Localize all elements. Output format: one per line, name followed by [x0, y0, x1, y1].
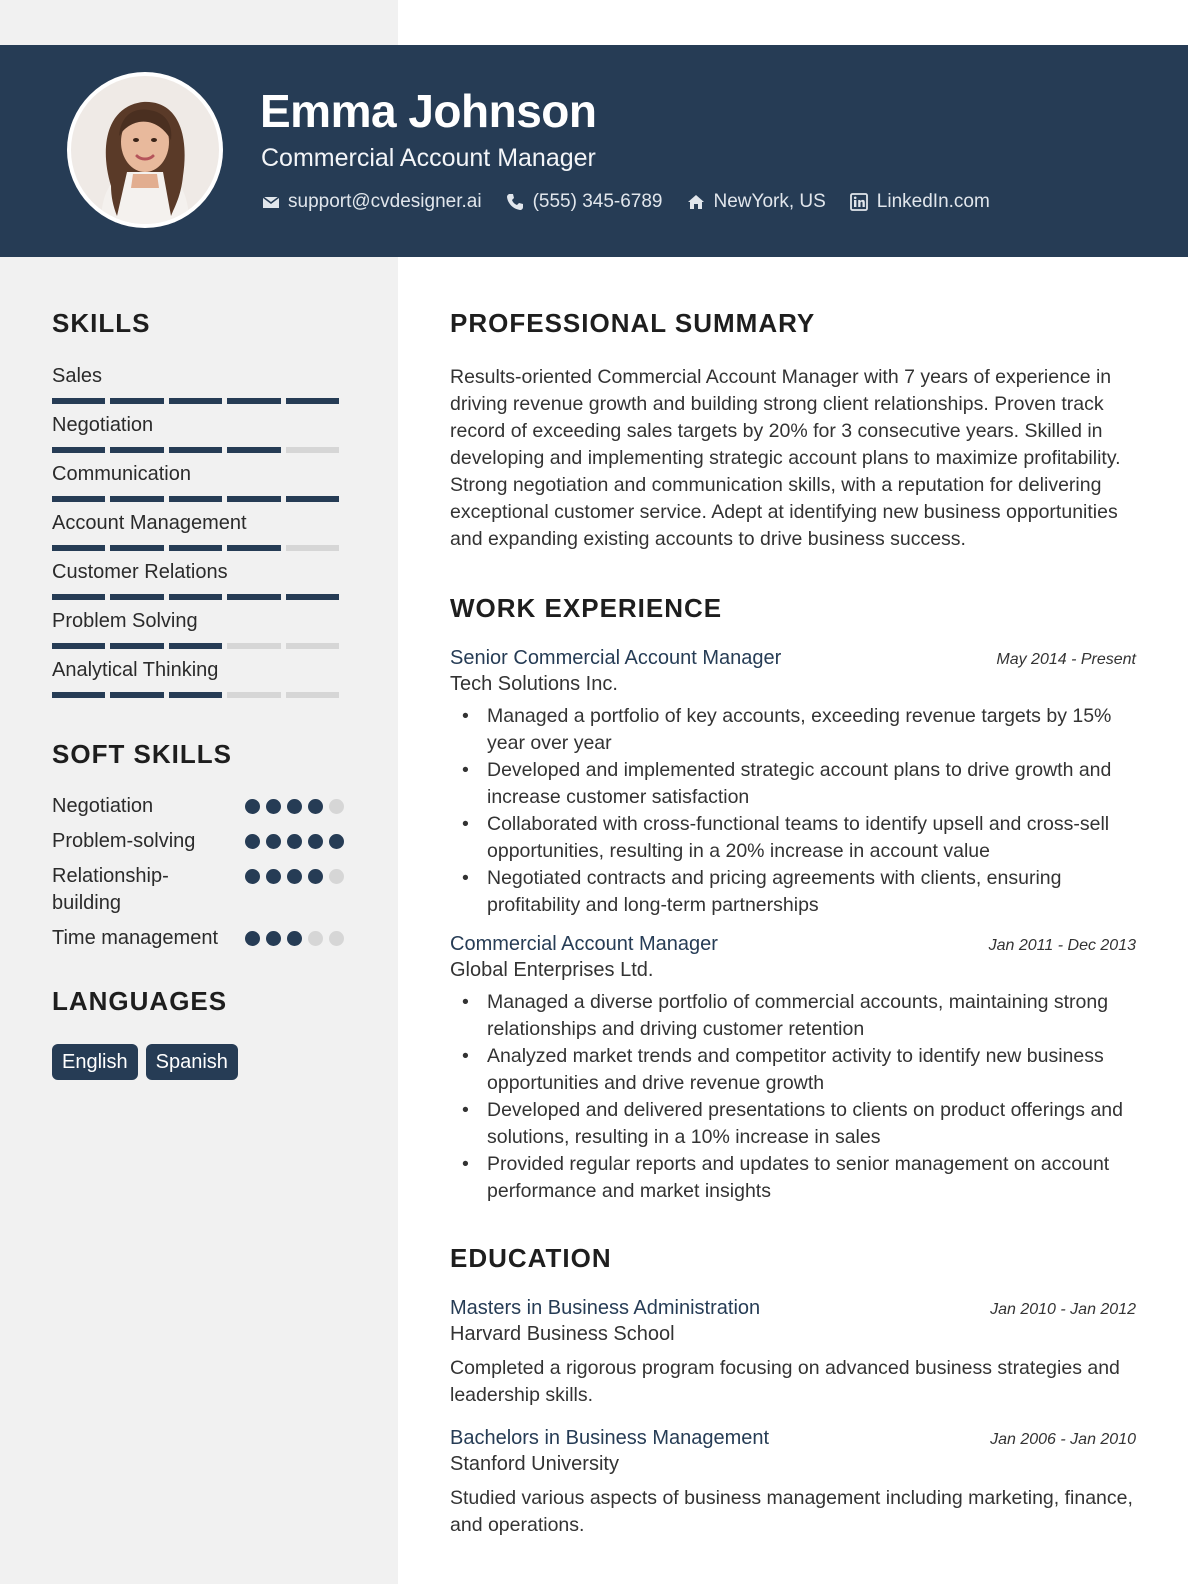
- summary-heading: PROFESSIONAL SUMMARY: [450, 308, 816, 338]
- skill-name: Negotiation: [52, 414, 154, 436]
- rating-dot: [245, 869, 260, 884]
- skill-level-segment: [52, 496, 105, 502]
- rating-dot: [266, 834, 281, 849]
- skill-item: [52, 364, 344, 413]
- soft-skill-name: Problem-solving: [52, 830, 196, 852]
- skill-level-segment: [52, 594, 105, 600]
- skill-level-segment: [286, 692, 339, 698]
- job-company: Global Enterprises Ltd.: [450, 959, 654, 981]
- contact-linkedin-text: LinkedIn.com: [876, 191, 990, 212]
- skill-level-segment: [286, 496, 339, 502]
- job-bullet: • Negotiated contracts and pricing agreements with clients, ensuring profitability and long-term partnerships: [450, 865, 1136, 919]
- rating-dot: [329, 834, 344, 849]
- skill-level-segment: [227, 594, 280, 600]
- main-content: [450, 306, 1136, 1539]
- skill-item: [52, 413, 344, 462]
- skill-level-bar: [52, 398, 344, 404]
- job-bullets: [450, 703, 1136, 919]
- skill-level-segment: [169, 545, 222, 551]
- education-entry: [450, 1425, 1136, 1539]
- job-bullet: • Managed a portfolio of key accounts, exceeding revenue targets by 15% year over year: [450, 703, 1136, 757]
- skill-level-segment: [110, 447, 163, 453]
- skill-level-segment: [286, 643, 339, 649]
- job-bullet: • Collaborated with cross-functional teams to identify upsell and cross-sell opportunities, resulting in a 20% increase in account value: [450, 811, 1136, 865]
- school-name: Harvard Business School: [450, 1323, 675, 1345]
- skill-level-segment: [110, 692, 163, 698]
- languages-list: [52, 1044, 344, 1080]
- skill-level-segment: [52, 692, 105, 698]
- skill-level-segment: [227, 545, 280, 551]
- rating-dot: [266, 931, 281, 946]
- skill-level-segment: [169, 692, 222, 698]
- job-dates: Jan 2011 - Dec 2013: [988, 937, 1136, 954]
- candidate-name: Emma Johnson: [260, 85, 597, 137]
- envelope-icon: [261, 193, 280, 212]
- soft-skill-item: [52, 828, 344, 855]
- skill-level-segment: [227, 643, 280, 649]
- contact-location: [687, 191, 826, 213]
- job-bullet: • Managed a diverse portfolio of commercial accounts, maintaining strong relationships and driving customer retention: [450, 989, 1136, 1043]
- job-dates: May 2014 - Present: [996, 651, 1136, 668]
- skill-name: Customer Relations: [52, 561, 228, 583]
- linkedin-icon: [850, 193, 869, 212]
- soft-skills-heading: SOFT SKILLS: [52, 739, 232, 769]
- degree-title: Masters in Business Administration: [450, 1297, 761, 1319]
- skill-level-segment: [110, 398, 163, 404]
- education-description: Studied various aspects of business management including marketing, finance, and operations.: [450, 1487, 1133, 1536]
- skill-level-segment: [286, 594, 339, 600]
- skill-level-segment: [110, 594, 163, 600]
- profile-photo: [67, 72, 223, 228]
- languages-heading: LANGUAGES: [52, 986, 228, 1016]
- rating-dot: [329, 799, 344, 814]
- education-description: Completed a rigorous program focusing on advanced business strategies and leadership skills.: [450, 1357, 1120, 1406]
- rating-dot: [308, 869, 323, 884]
- skill-level-segment: [110, 496, 163, 502]
- summary-text: Results-oriented Commercial Account Manager with 7 years of experience in driving revenue growth and building strong client relationships. Proven track record of exceeding sales targets by 20% for 3 consecutive years. Skilled in developing and implementing strategic account plans to maximize profitability. Strong negotiation and communication skills, with a reputation for delivering exceptional customer service. Adept at identifying new business opportunities and expanding existing accounts to drive business success.: [450, 366, 1121, 550]
- job-title: Senior Commercial Account Manager: [450, 647, 782, 669]
- education-entry: [450, 1295, 1136, 1409]
- education-heading: EDUCATION: [450, 1243, 612, 1273]
- education-dates: Jan 2006 - Jan 2010: [990, 1431, 1136, 1448]
- skill-name: Problem Solving: [52, 610, 198, 632]
- rating-dot: [308, 931, 323, 946]
- skill-name: Sales: [52, 365, 103, 387]
- skill-item: [52, 511, 344, 560]
- home-icon: [687, 193, 706, 212]
- contact-phone[interactable]: [506, 191, 663, 213]
- rating-dot: [266, 869, 281, 884]
- contact-email[interactable]: [261, 191, 482, 213]
- skill-level-bar: [52, 692, 344, 698]
- contact-info: [261, 191, 1014, 213]
- skill-level-bar: [52, 643, 344, 649]
- skill-level-bar: [52, 496, 344, 502]
- skill-name: Communication: [52, 463, 191, 485]
- skill-name: Account Management: [52, 512, 247, 534]
- rating-dot: [287, 834, 302, 849]
- skill-item: [52, 609, 344, 658]
- job-company: Tech Solutions Inc.: [450, 673, 618, 695]
- soft-skills-list: [52, 793, 344, 952]
- job-title: Commercial Account Manager: [450, 933, 718, 955]
- rating-dot: [245, 931, 260, 946]
- avatar: [71, 76, 219, 224]
- rating-dot: [287, 869, 302, 884]
- experience-heading: WORK EXPERIENCE: [450, 593, 723, 623]
- skill-name: Analytical Thinking: [52, 659, 219, 681]
- skill-level-segment: [52, 398, 105, 404]
- contact-phone-text: (555) 345-6789: [532, 191, 663, 212]
- job-entry: [450, 645, 1136, 919]
- skill-level-segment: [52, 643, 105, 649]
- rating-dot: [308, 799, 323, 814]
- language-badge: English: [52, 1044, 138, 1080]
- soft-skill-rating: [239, 869, 344, 884]
- contact-email-text: support@cvdesigner.ai: [288, 191, 482, 212]
- soft-skill-rating: [239, 834, 344, 849]
- rating-dot: [245, 799, 260, 814]
- rating-dot: [329, 931, 344, 946]
- skill-level-segment: [227, 496, 280, 502]
- job-bullet: • Developed and implemented strategic account plans to drive growth and increase customer satisfaction: [450, 757, 1136, 811]
- candidate-title: Commercial Account Manager: [261, 144, 596, 172]
- rating-dot: [308, 834, 323, 849]
- rating-dot: [266, 799, 281, 814]
- job-bullet: • Provided regular reports and updates to senior management on account performance and market insights: [450, 1151, 1136, 1205]
- skill-item: [52, 560, 344, 609]
- skill-level-bar: [52, 447, 344, 453]
- skill-level-segment: [110, 643, 163, 649]
- rating-dot: [329, 869, 344, 884]
- sidebar: [52, 306, 344, 1080]
- job-bullets: [450, 989, 1136, 1205]
- job-bullet: • Developed and delivered presentations to clients on product offerings and solutions, resulting in a 10% increase in sales: [450, 1097, 1136, 1151]
- education-dates: Jan 2010 - Jan 2012: [990, 1301, 1136, 1318]
- skill-level-segment: [169, 594, 222, 600]
- soft-skill-rating: [239, 931, 344, 946]
- job-bullet: • Analyzed market trends and competitor activity to identify new business opportunities and drive revenue growth: [450, 1043, 1136, 1097]
- contact-location-text: NewYork, US: [713, 191, 826, 212]
- contact-linkedin[interactable]: [850, 191, 990, 213]
- phone-icon: [506, 193, 525, 212]
- skill-level-segment: [286, 545, 339, 551]
- skills-heading: SKILLS: [52, 308, 151, 338]
- skill-level-bar: [52, 594, 344, 600]
- school-name: Stanford University: [450, 1453, 619, 1475]
- soft-skill-item: [52, 793, 344, 820]
- soft-skill-name: Relationship-building: [52, 865, 169, 914]
- soft-skill-name: Time management: [52, 927, 218, 949]
- soft-skill-rating: [239, 799, 344, 814]
- skill-level-segment: [169, 447, 222, 453]
- rating-dot: [287, 799, 302, 814]
- skill-level-segment: [52, 447, 105, 453]
- soft-skill-item: [52, 863, 344, 917]
- skill-level-segment: [227, 692, 280, 698]
- skills-list: [52, 364, 344, 707]
- skill-item: [52, 658, 344, 707]
- rating-dot: [287, 931, 302, 946]
- skill-level-segment: [227, 398, 280, 404]
- resume-header: [0, 45, 1188, 257]
- skill-level-bar: [52, 545, 344, 551]
- job-entry: [450, 931, 1136, 1205]
- skill-item: [52, 462, 344, 511]
- soft-skill-name: Negotiation: [52, 795, 154, 817]
- skill-level-segment: [52, 545, 105, 551]
- language-badge: Spanish: [146, 1044, 238, 1080]
- skill-level-segment: [110, 545, 163, 551]
- soft-skill-item: [52, 925, 344, 952]
- skill-level-segment: [169, 496, 222, 502]
- skill-level-segment: [286, 447, 339, 453]
- skill-level-segment: [227, 447, 280, 453]
- degree-title: Bachelors in Business Management: [450, 1427, 770, 1449]
- skill-level-segment: [169, 398, 222, 404]
- skill-level-segment: [169, 643, 222, 649]
- skill-level-segment: [286, 398, 339, 404]
- rating-dot: [245, 834, 260, 849]
